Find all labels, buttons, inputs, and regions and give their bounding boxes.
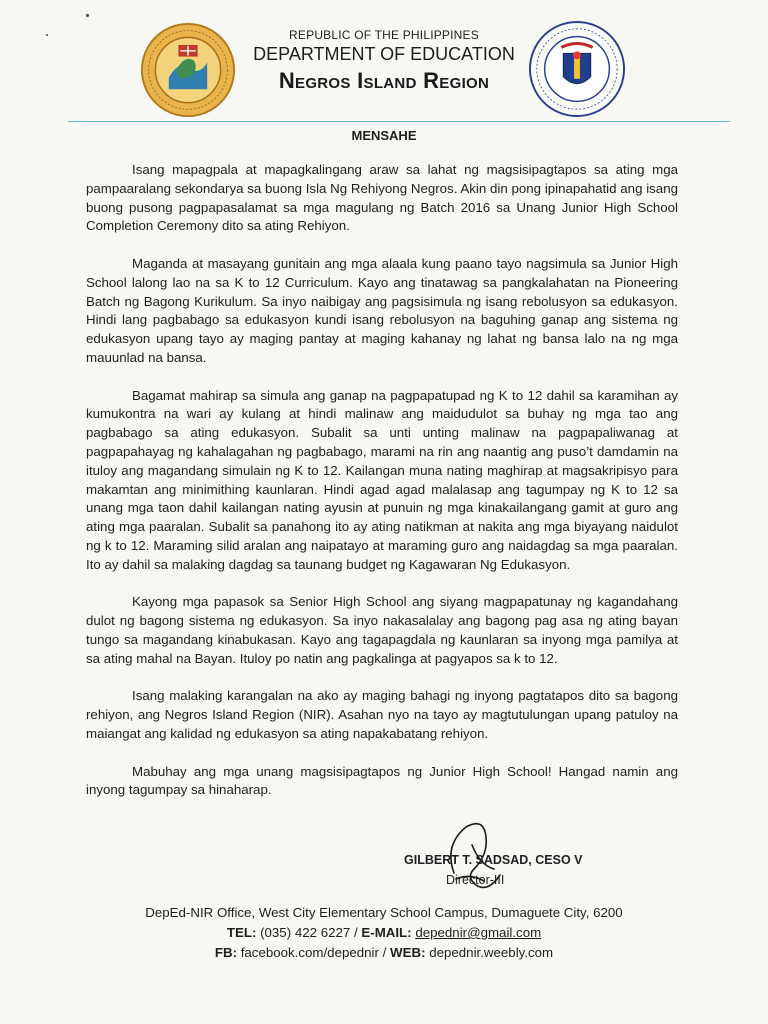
contact-line — [0, 923, 768, 943]
fb-value[interactable]: facebook.com/depednir — [240, 945, 379, 960]
signatory-position: Director-III — [446, 873, 505, 887]
signatory-name: GILBERT T. SADSAD, CESO V — [404, 853, 583, 867]
contact-footer — [0, 903, 768, 963]
fb-label: FB: — [214, 945, 237, 960]
paragraph: Mabuhay ang mga unang magsisipagtapos ng Junior High School! Hangad namin ang inyong tagumpay sa hinaharap. — [86, 763, 678, 798]
scan-speck — [46, 34, 48, 36]
header-divider — [68, 121, 730, 122]
paragraph: Maganda at masayang gunitain ang mga alaala kung paano tayo nagsimula sa Junior High School lalong lao na sa K to 12 Curriculum. Kayo ang tinatawag sa pangkalahatan na Pioneering Batch ng Bagong Kurikulum. Sa inyo naibigay ang pagsisimula ng isang rebolusyon sa edukasyon. Hindi lang pagbabago sa edukasyon kundi isang rebolusyon na baguhing ganap ang sistema ng edukasyon upang tayo ay maging pantay at maging kahanay ng lahat ng bansa lalo na ng mga mauunlad na bansa. — [86, 255, 678, 365]
web-label: WEB: — [390, 945, 426, 960]
separator: / — [382, 945, 387, 960]
letter-body — [86, 161, 678, 819]
department-name: DEPARTMENT OF EDUCATION — [253, 44, 515, 64]
tel-label: TEL: — [226, 925, 257, 940]
paragraph: Kayong mga papasok sa Senior High School ang siyang magpapatunay ng kagandahang dulot ng bagong sistema ng edukasyon. Sa inyo nakasalalay ang bagong pag asa ng ating bayan tungo sa magandang kinabukasan. Kayo ang tagapagdala ng kaunlaran sa inyong mga pamilya at sa ating mahal na Bayan. Ituloy po natin ang pagkalinga at pagyapos sa k to 12. — [86, 594, 678, 666]
letter-title: MENSAHE — [351, 128, 417, 143]
scan-speck — [86, 14, 89, 17]
letterhead — [244, 28, 524, 94]
region-name: Negros Island Region — [278, 68, 490, 93]
email-link[interactable]: depednir@gmail.com — [415, 925, 542, 940]
paragraph: Isang mapagpala at mapagkalingang araw sa lahat ng magsisipagtapos sa ating mga pampaaralang sekondarya sa buong Isla Ng Rehiyong Negros. Akin din pong ipinapahatid ang isang buong pusong pagpapasalamat sa mga magulang ng Batch 2016 sa Unang Junior High School Completion Ceremony dito sa ating Rehiyon. — [86, 162, 678, 234]
paragraph: Bagamat mahirap sa simula ang ganap na pagpapatupad ng K to 12 dahil sa karamihan ay kumukontra na wari ay kulang at hindi malinaw ang maidudulot sa buhay ng mga tao ang pagbabago sa ating edukasyon. Subalit sa unti unting malinaw na pagpapaliwanag at pagpapahayag ng kahalagahan ng pagbabago, marami na rin ang naantig ang puso’t damdamin na ituloy ang magandang simulain ng K to 12. Kailangan muna nating maghirap at magsakripisyo para makamtan ang minimithing kaunlaran. Hindi agad agad malalasap ang tagumpay ng K to 12 sa unang mga taon dahil kailangan nating ayusin at punuin ng mga kinakailangang gamit at guro ang ating mga paaralan. Subalit sa panahong ito ay ating natikman at nakita ang mga biyayang naidulot ng k to 12. Maraming silid aralan ang naipatayo at maraming guro ang naidagdag sa mga paaralan. Ito ay dahil sa malaking dagdag sa taunang budget ng Kagawaran Ng Edukasyon. — [86, 387, 678, 572]
kagawaran-seal-icon — [528, 20, 626, 118]
republic-label: REPUBLIC OF THE PHILIPPINES — [289, 28, 479, 42]
deped-nir-seal-icon — [140, 22, 236, 118]
office-address: DepEd-NIR Office, West City Elementary School Campus, Dumaguete City, 6200 — [145, 905, 623, 920]
paragraph: Isang malaking karangalan na ako ay maging bahagi ng inyong pagtatapos dito sa bagong rehiyon, ang Negros Island Region (NIR). Asahan nyo na tayo ay magtutulungan upang patuloy na maiangat ang kalidad ng edukasyon sa ating napakabatang rehiyon. — [86, 688, 678, 741]
web-value[interactable]: depednir.weebly.com — [429, 945, 554, 960]
email-label: E-MAIL: — [361, 925, 412, 940]
separator: / — [353, 925, 358, 940]
web-line — [0, 943, 768, 963]
tel-value: (035) 422 6227 — [260, 925, 351, 940]
